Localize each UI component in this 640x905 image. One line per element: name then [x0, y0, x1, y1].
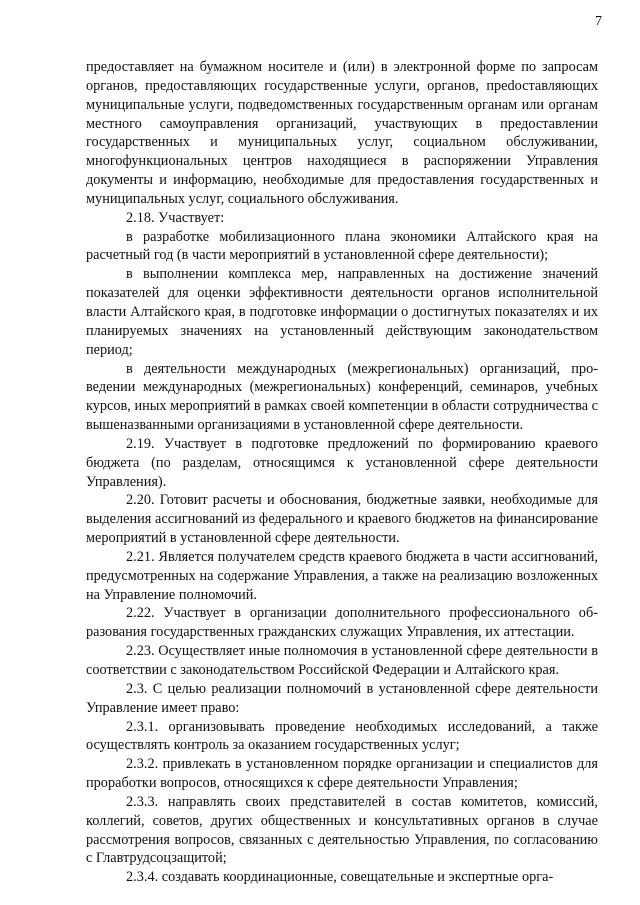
paragraph-2-3-2: 2.3.2. привлекать в установленном порядке организации и специалистов для проработки вопросов, относящихся к сфере деятельности Управления;	[86, 756, 598, 792]
paragraph-2-3-4: 2.3.4. создавать координационные, совещательные и экспертные орга-	[126, 869, 554, 886]
paragraph-2-20: 2.20. Готовит расчеты и обоснования, бюджетные заявки, необходимые для выделения ассигнований из федерального и краевого бюджетов на финансирование мероприятий в установленной сфере деятельности.	[86, 492, 598, 547]
paragraph-efficiency-measures: в выполнении комплекса мер, направленных на достижение значений показателей для оценки эффективности деятельности органов исполнительной власти Алтайского края, в подготовке информации о достигнутых показателях и их планируемых значениях на установленный действующим законодательством период;	[86, 266, 598, 358]
paragraph-2-3-1: 2.3.1. организовывать проведение необходимых исследований, а также осуществлять контроль за оказанием государственных услуг;	[86, 718, 598, 754]
paragraph-2-23: 2.23. Осуществляет иные полномочия в установленной сфере деятельности в соответствии с законодательством Российской Федерации и Алтайского края.	[86, 643, 598, 678]
paragraph-2-22: 2.22. Участвует в организации дополнительного профессионального образования государственных гражданских служащих Управления, их аттестации.	[86, 605, 598, 641]
paragraph-mobilization-plan: в разработке мобилизационного плана экономики Алтайского края на расчетный год (в части мероприятий в установленной сфере деятельности);	[86, 228, 598, 264]
paragraph-2-21: 2.21. Является получателем средств краевого бюджета в части ассигнований, предусмотренных на содержание Управления, а также на реализацию возложенных на Управление полномочий.	[86, 548, 598, 603]
paragraph-2-3: 2.3. С целью реализации полномочий в установленной сфере деятельности Управление имеет право:	[86, 680, 598, 716]
page-number: 7	[595, 14, 602, 29]
document-body	[86, 58, 598, 887]
paragraph-international-activity: в деятельности международных (межрегиональных) организаций, проведении международных (межрегиональных) конференций, семинаров, учебных курсов, иных мероприятий в рамках своей компетенции в области сотрудничества с вышеназванными организациями в установленной сфере деятельности.	[86, 360, 598, 434]
paragraph-continuation: предоставляет на бумажном носителе и (или) в электронной форме по запросам органов, предоставляющих государственные услуги, органов, преdоставляющих муниципальные услуги, подведомственных государственным органам или органам местного самоуправления организаций, участвующих в предоставлении государственных и муниципальных услуг, социальном обслуживании, многофункциональных центров находящиеся в распоряжении Управления документы и информацию, необходимые для предоставления государственных и муниципальных услуг, социального обслуживания.	[86, 59, 598, 207]
paragraph-2-19: 2.19. Участвует в подготовке предложений по формированию краевого бюджета (по разделам, относящимся к установленной сфере деятельности Управления).	[86, 435, 598, 490]
paragraph-2-3-3: 2.3.3. направлять своих представителей в состав комитетов, комиссий, коллегий, советов, других общественных и консультативных органов в случае рассмотрения вопросов, связанных с деятельностью Управления, по согласованию с Главтрудсоцзащитой;	[86, 793, 598, 867]
paragraph-2-18: 2.18. Участвует:	[126, 209, 225, 226]
